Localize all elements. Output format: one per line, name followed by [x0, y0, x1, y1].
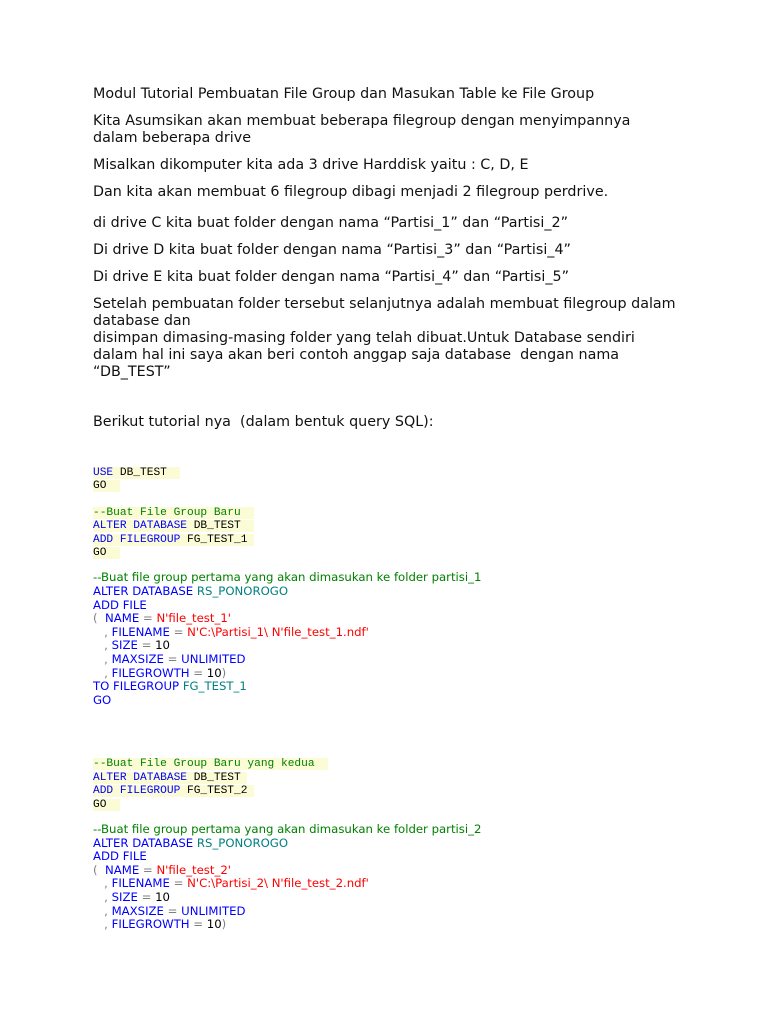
code-line: ADD FILE [93, 597, 147, 612]
code-line: , FILENAME = N'C:\Partisi_1\ N'file_test_1.ndf' [93, 624, 369, 639]
intro-paragraph-line-2: dalam beberapa drive [93, 130, 251, 146]
code-line: TO FILEGROUP FG_TEST_1 [93, 679, 247, 694]
code-line: ALTER DATABASE RS_PONOROGO [93, 835, 289, 850]
code-identifier: FG_TEST_1 [180, 533, 248, 546]
after-paragraph-line-2: database dan [93, 313, 191, 329]
drives-paragraph: Misalkan dikomputer kita ada 3 drive Harddisk yaitu : C, D, E [93, 157, 529, 173]
code-keyword: GO [93, 798, 107, 811]
code-block-add-filegroup-1 [93, 507, 713, 561]
code-line [93, 467, 713, 480]
code-block-add-file-2 [93, 823, 713, 932]
after-paragraph-line-4: dalam hal ini saya akan beri contoh anggap saja database dengan nama [93, 347, 620, 363]
code-keyword: USE [93, 467, 114, 479]
code-block-use [93, 467, 713, 494]
code-line [93, 507, 713, 520]
code-line [93, 799, 713, 812]
code-identifier: DB_TEST [113, 467, 167, 479]
plan-paragraph: Dan kita akan membuat 6 filegroup dibagi menjadi 2 filegroup perdrive. [93, 184, 609, 200]
drive-d-paragraph: Di drive D kita buat folder dengan nama “Partisi_3” dan “Partisi_4” [93, 242, 571, 258]
code-line: ALTER DATABASE RS_PONOROGO [93, 584, 289, 599]
code-comment: --Buat file group pertama yang akan dimasukan ke folder partisi_2 [93, 822, 482, 836]
code-line: , MAXSIZE = UNLIMITED [93, 652, 246, 666]
document-title: Modul Tutorial Pembuatan File Group dan Masukan Table ke File Group [93, 86, 595, 102]
after-paragraph-line-3: disimpan dimasing-masing folder yang telah dibuat.Untuk Database sendiri [93, 330, 635, 346]
code-line [93, 772, 713, 785]
code-keyword: ALTER DATABASE [93, 520, 187, 533]
intro-paragraph-line-1: Kita Asumsikan akan membuat beberapa filegroup dengan menyimpannya [93, 113, 631, 129]
code-keyword: GO [93, 480, 107, 493]
code-block-add-file-1 [93, 571, 713, 707]
code-keyword: ALTER DATABASE [93, 771, 187, 784]
code-line: , FILEGROWTH = 10) [93, 917, 227, 932]
code-line: ADD FILE [93, 849, 147, 864]
code-line: , SIZE = 10 [93, 638, 170, 653]
code-identifier: FG_TEST_2 [180, 785, 248, 798]
code-keyword: ADD FILEGROUP [93, 785, 181, 798]
document-page [93, 86, 713, 932]
code-line [93, 480, 713, 493]
code-line: ( NAME = N'file_test_1' [93, 611, 231, 626]
code-line: , FILENAME = N'C:\Partisi_2\ N'file_test_2.ndf' [93, 876, 369, 891]
code-comment: --Buat File Group Baru yang kedua [93, 758, 315, 771]
code-line: , FILEGROWTH = 10) [93, 665, 227, 680]
code-comment: --Buat file group pertama yang akan dimasukan ke folder partisi_1 [93, 570, 482, 585]
code-identifier: DB_TEST [187, 520, 241, 533]
after-paragraph-line-5: “DB_TEST” [93, 364, 171, 380]
code-block-add-filegroup-2 [93, 758, 713, 812]
code-line [93, 534, 713, 547]
code-keyword: GO [93, 547, 107, 560]
code-line: , MAXSIZE = UNLIMITED [93, 903, 246, 918]
code-line [93, 547, 713, 560]
code-line [93, 758, 713, 771]
code-line: , SIZE = 10 [93, 889, 170, 904]
drive-e-paragraph: Di drive E kita buat folder dengan nama “Partisi_4” dan “Partisi_5” [93, 269, 569, 285]
code-line [93, 785, 713, 798]
after-paragraph-line-1: Setelah pembuatan folder tersebut selanjutnya adalah membuat filegroup dalam [93, 296, 676, 312]
code-line: ( NAME = N'file_test_2' [93, 862, 231, 877]
code-line: GO [93, 692, 112, 707]
code-identifier: DB_TEST [187, 771, 241, 784]
tutorial-intro-paragraph: Berikut tutorial nya (dalam bentuk query SQL): [93, 414, 434, 430]
code-comment: --Buat File Group Baru [93, 506, 241, 519]
drive-c-paragraph: di drive C kita buat folder dengan nama “Partisi_1” dan “Partisi_2” [93, 215, 568, 231]
code-line [93, 520, 713, 533]
code-keyword: ADD FILEGROUP [93, 533, 181, 546]
